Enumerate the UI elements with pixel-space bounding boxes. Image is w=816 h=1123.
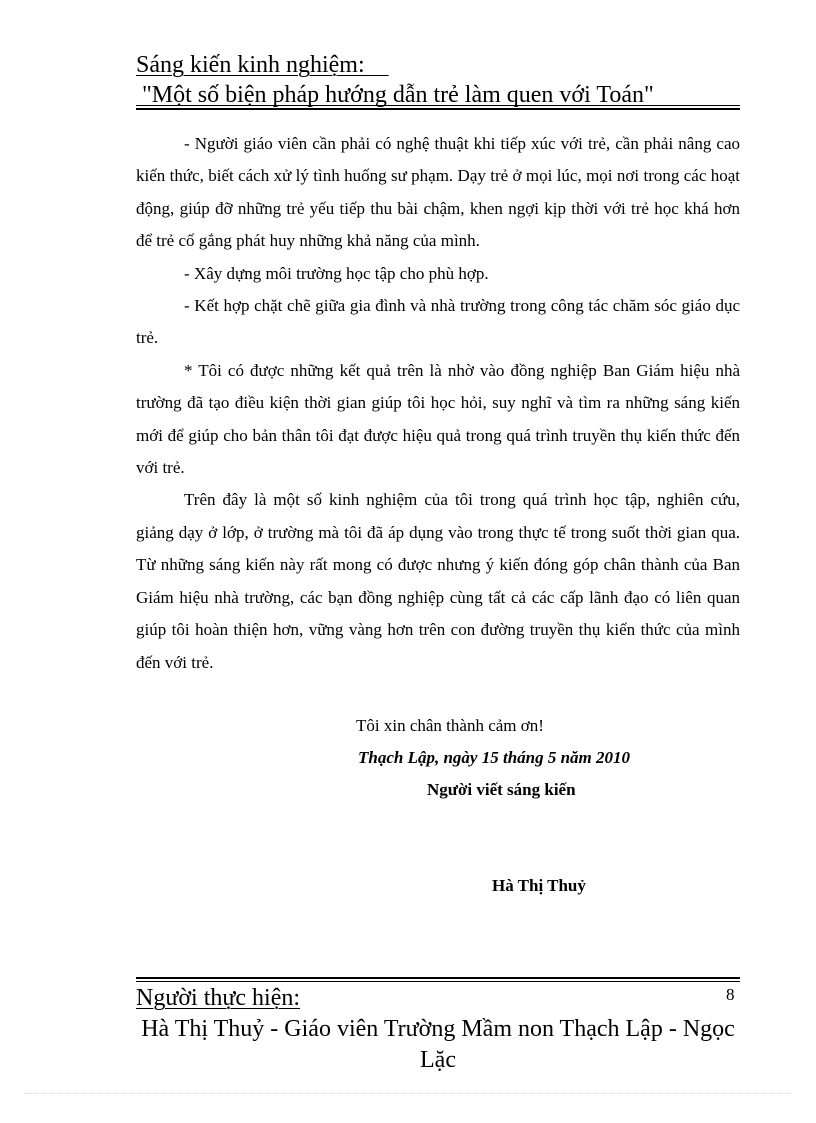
paragraph: - Kết hợp chặt chẽ giữa gia đình và nhà trường trong công tác chăm sóc giáo dục trẻ.: [136, 296, 740, 348]
paragraph: * Tôi có được những kết quả trên là nhờ vào đồng nghiệp Ban Giám hiệu nhà trường đã tạo điều kiện thời gian giúp tôi học hỏi, suy nghĩ và tìm ra những sáng kiến mới để giúp cho bản thân tôi đạt được hiệu quả trong quá trình truyền thụ kiến thức đến với trẻ.: [136, 360, 740, 478]
paragraph: - Người giáo viên cần phải có nghệ thuật khi tiếp xúc với trẻ, cần phải nâng cao kiến thức, biết cách xử lý tình huống sư phạm. Dạy trẻ ở mọi lúc, mọi nơi trong các hoạt động, giúp đỡ những trẻ yếu tiếp thu bài chậm, khen ngợi kịp thời với trẻ học khá hơn để trẻ cố gắng phát huy những khả năng của mình.: [136, 134, 740, 251]
place-date: Thạch Lập, ngày 15 tháng 5 năm 2010: [358, 748, 631, 767]
page-bottom-divider: [24, 1093, 792, 1094]
thanks-line: Tôi xin chân thành cảm ơn!: [356, 716, 544, 735]
header-title-text: Sáng kiến kinh nghiệm:: [136, 52, 365, 78]
footer-author: Hà Thị Thuỷ - Giáo viên Trường Mầm non Thạch Lập - Ngọc Lặc: [141, 1016, 735, 1073]
paragraph: - Xây dựng môi trường học tập cho phù hợp.: [184, 263, 489, 283]
footer-rule-thick: [136, 977, 740, 979]
header-rule-thin: [136, 105, 740, 106]
header-rule-thick: [136, 108, 740, 110]
body-text: [136, 128, 740, 679]
writer-name: Hà Thị Thuỷ: [492, 876, 586, 895]
header-subtitle-text: "Một số biện pháp hướng dẫn trẻ làm quen với Toán": [142, 82, 654, 108]
writer-label: Người viết sáng kiến: [427, 780, 576, 799]
header-title: [136, 50, 746, 80]
footer-label: Người thực hiện:: [136, 985, 301, 1011]
page-number: 8: [726, 985, 735, 1004]
page-header: [136, 50, 746, 110]
paragraph: Trên đây là một số kinh nghiệm của tôi trong quá trình học tập, nghiên cứu, giảng dạy ở lớp, ở trường mà tôi đã áp dụng vào trong thực tế trong suốt thời gian qua. Từ những sáng kiến này rất mong có được nhưng ý kiến đóng góp chân thành của Ban Giám hiệu nhà trường, các bạn đồng nghiệp cùng tất cả các cấp lãnh đạo có liên quan giúp tôi hoàn thiện hơn, vững vàng hơn trên con đường truyền thụ kiến thức của mình đến với trẻ.: [136, 490, 740, 672]
footer-rule-thin: [136, 981, 740, 982]
